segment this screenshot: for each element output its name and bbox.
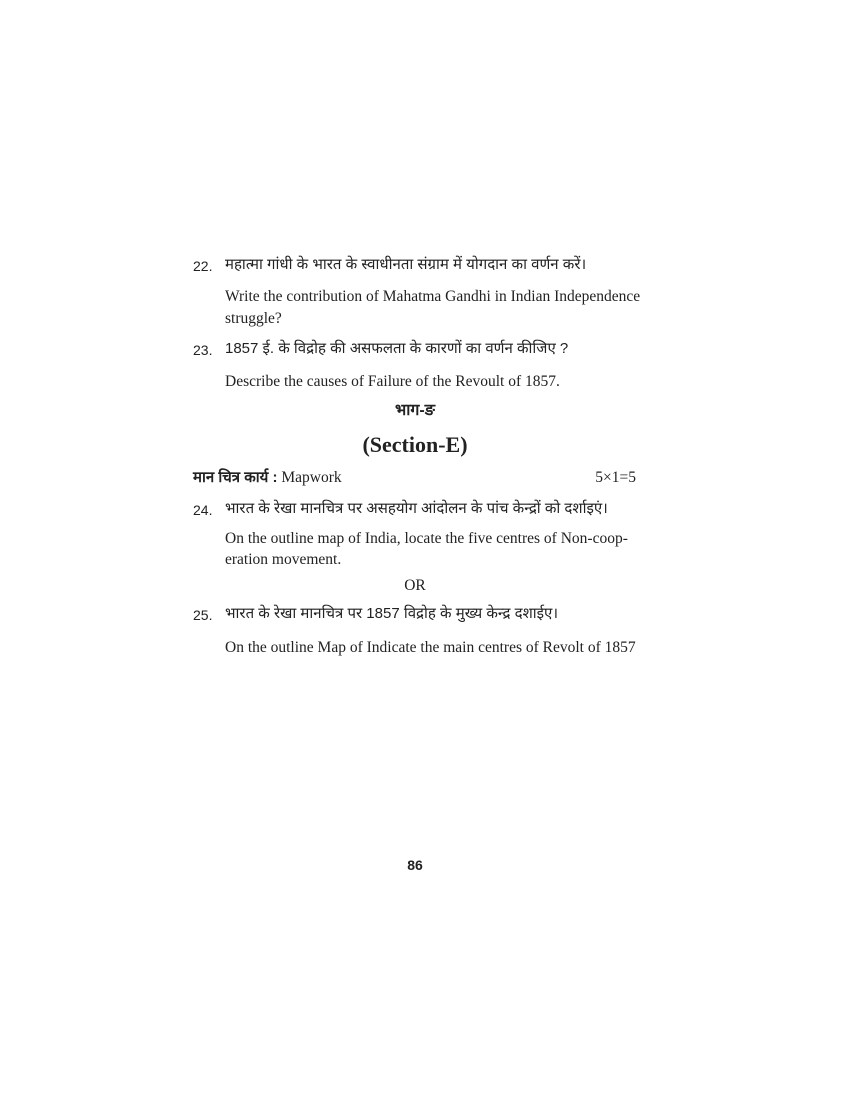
marks: 5×1=5 — [595, 469, 636, 486]
or-separator: OR — [404, 577, 426, 594]
question-number: 23. — [193, 342, 213, 358]
question-english: struggle? — [225, 310, 282, 327]
question-number: 25. — [193, 607, 213, 623]
question-english: Write the contribution of Mahatma Gandhi in Indian Independence — [225, 288, 641, 305]
question-hindi: भारत के रेखा मानचित्र पर 1857 विद्रोह के मुख्य केन्द्र दशाईए। — [225, 605, 559, 622]
question-english: On the outline map of India, locate the five centres of Non-coop- — [225, 530, 628, 547]
question-english: On the outline Map of Indicate the main centres of Revolt of 1857 — [225, 639, 636, 656]
question-number: 22. — [193, 258, 213, 274]
question-hindi: 1857 ई. के विद्रोह की असफलता के कारणों का वर्णन कीजिए ? — [225, 340, 569, 357]
page-number: 86 — [407, 857, 423, 873]
section-title: (Section-E) — [362, 432, 468, 457]
question-number: 24. — [193, 502, 213, 518]
question-hindi: महात्मा गांधी के भारत के स्वाधीनता संग्राम में योगदान का वर्णन करें। — [225, 256, 587, 273]
question-english: Describe the causes of Failure of the Revoult of 1857. — [225, 373, 560, 390]
mapwork-hindi: मान चित्र कार्य : — [193, 469, 278, 486]
mapwork-heading — [193, 469, 342, 487]
section-title-hindi: भाग-ङ — [395, 402, 435, 419]
question-hindi: भारत के रेखा मानचित्र पर असहयोग आंदोलन के पांच केन्द्रों को दर्शाइएं। — [225, 500, 608, 517]
question-english: eration movement. — [225, 551, 342, 568]
mapwork-english: Mapwork — [281, 469, 342, 486]
